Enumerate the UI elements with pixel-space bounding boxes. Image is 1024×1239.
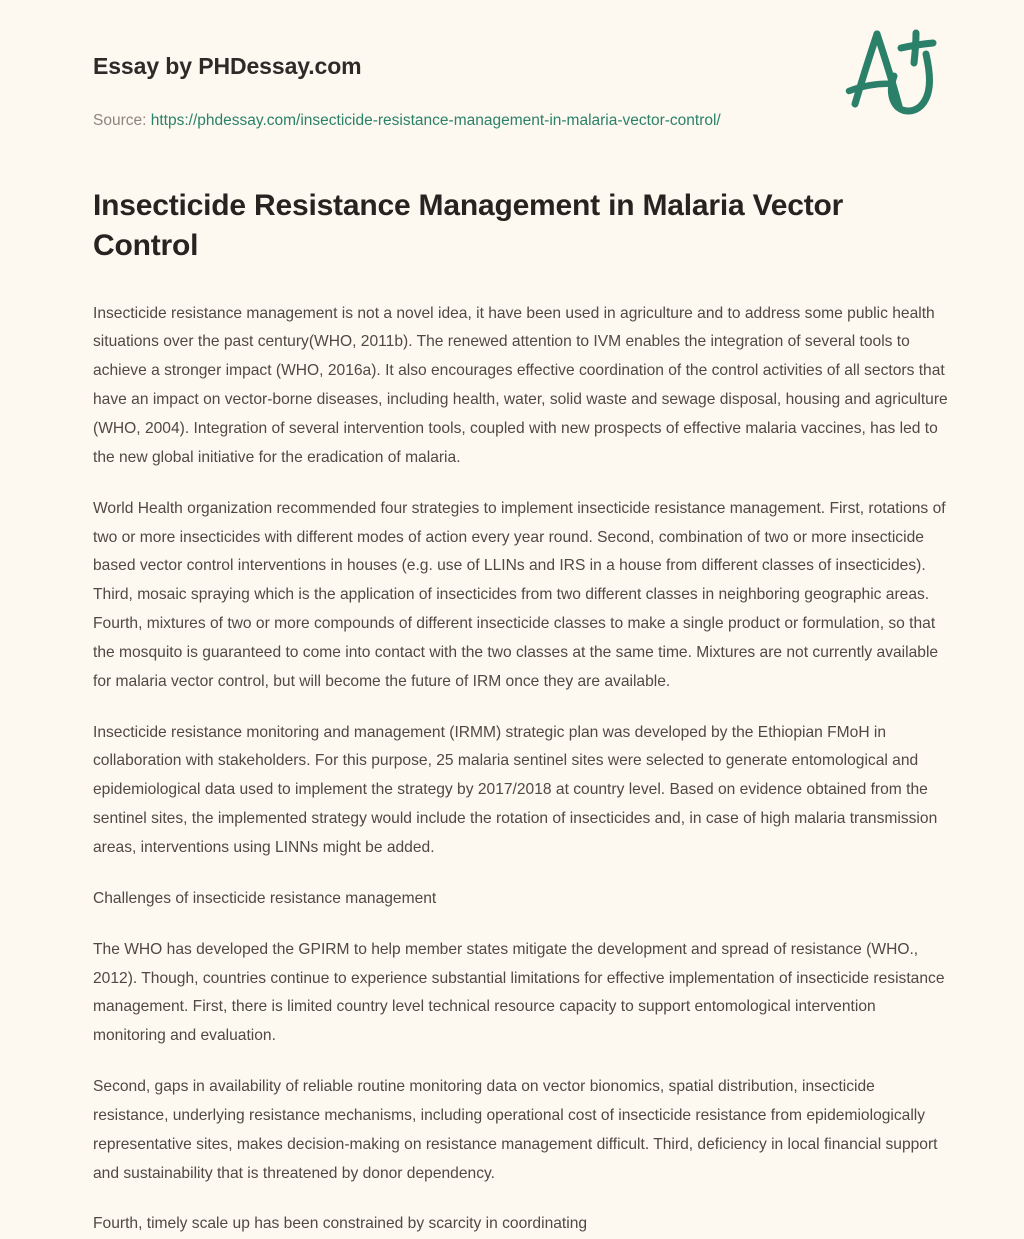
article xyxy=(0,186,1024,1239)
article-paragraph: Insecticide resistance management is not a novel idea, it have been used in agriculture and to address some public health situations over the past century(WHO, 2011b). The renewed attention to IVM enables the integration of several tools to achieve a stronger impact (WHO, 2016a). It also encourages effective coordination of the control activities of all sectors that have an impact on vector-borne diseases, including health, water, solid waste and sewage disposal, housing and agriculture (WHO, 2004). Integration of several intervention tools, coupled with new prospects of effective malaria vaccines, has led to the new global initiative for the eradication of malaria. xyxy=(93,304,948,466)
page-header xyxy=(0,0,1024,133)
source-line xyxy=(93,108,733,133)
article-paragraph: Fourth, timely scale up has been constrained by scarcity in coordinating xyxy=(93,1215,588,1233)
a-plus-logo-icon xyxy=(840,18,952,128)
article-body xyxy=(93,300,948,1239)
article-paragraph: Second, gaps in availability of reliable routine monitoring data on vector bionomics, spatial distribution, insecticide resistance, underlying resistance mechanisms, including operational cost of insecticide resistance from epidemiologically representative sites, makes decision-making on resistance management difficult. Third, deficiency in local financial support and sustainability that is threatened by donor dependency. xyxy=(93,1078,938,1182)
article-paragraph: The WHO has developed the GPIRM to help member states mitigate the development and spread of resistance (WHO., 2012). Though, countries continue to experience substantial limitations for effective implementation of insecticide resistance management. First, there is limited country level technical resource capacity to support entomological intervention monitoring and evaluation. xyxy=(93,940,945,1045)
article-subheading: Challenges of insecticide resistance management xyxy=(93,889,437,907)
page-title: Insecticide Resistance Management in Malaria Vector Control xyxy=(93,188,844,262)
source-label: Source: xyxy=(93,111,147,129)
source-url-link[interactable]: https://phdessay.com/insecticide-resistance-management-in-malaria-vector-control/ xyxy=(150,111,721,129)
article-paragraph: Insecticide resistance monitoring and management (IRMM) strategic plan was developed by the Ethiopian FMoH in collaboration with stakeholders. For this purpose, 25 malaria sentinel sites were selected to generate entomological and epidemiological data used to implement the strategy by 2017/2018 at country level. Based on evidence obtained from the sentinel sites, the implemented strategy would include the rotation of insecticides and, in case of high malaria transmission areas, interventions using LINNs might be added. xyxy=(93,723,938,856)
article-paragraph: World Health organization recommended four strategies to implement insecticide resistance management. First, rotations of two or more insecticides with different modes of action every year round. Second, combination of two or more insecticide based vector control interventions in houses (e.g. use of LLINs and IRS in a house from different classes of insecticides). Third, mosaic spraying which is the application of insecticides from two different classes in neighboring geographic areas. Fourth, mixtures of two or more compounds of different insecticide classes to make a single product or formulation, so that the mosquito is guaranteed to come into contact with the two classes at the same time. Mixtures are not currently available for malaria vector control, but will become the future of IRM once they are available. xyxy=(93,499,946,690)
brand-title: Essay by PHDessay.com xyxy=(93,53,362,79)
